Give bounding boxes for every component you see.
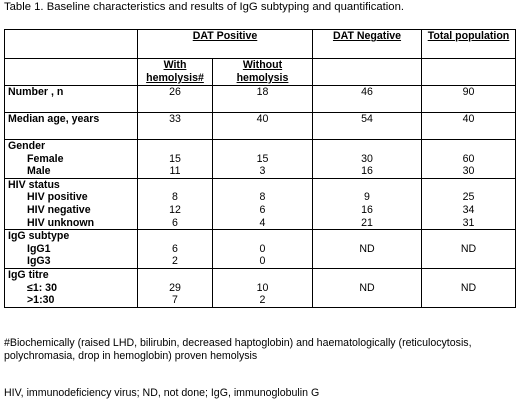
row-label-group <box>5 140 138 179</box>
value: 29 <box>169 281 181 294</box>
value: 21 <box>361 216 373 229</box>
cell-dat-negative <box>313 140 422 179</box>
footnote-hemolysis: #Biochemically (raised LHD, bilirubin, decreased haptoglobin) and haematologically (reticulocytosis, polychromasia, drop in hemoglobin) proven hemolysis <box>4 337 472 362</box>
header-without-hemolysis: Without hemolysis <box>213 59 313 86</box>
cell-total <box>422 140 516 179</box>
igg1-label: IgG1 <box>27 242 51 255</box>
value: 2 <box>259 294 266 307</box>
value: 30 <box>361 152 373 165</box>
cell-dat-negative <box>313 230 422 269</box>
cell-without-hemolysis: 40 <box>213 113 313 140</box>
value: 8 <box>259 191 266 204</box>
cell-total <box>422 178 516 229</box>
value: 8 <box>172 191 178 204</box>
cell-with-hemolysis: 33 <box>138 113 213 140</box>
hiv-unknown-label: HIV unknown <box>27 216 95 229</box>
table-row-median-age <box>5 113 516 140</box>
gender-label: Gender <box>8 140 46 152</box>
cell-without-hemolysis <box>213 230 313 269</box>
value: 15 <box>169 152 181 165</box>
cell-dat-negative: 54 <box>313 113 422 140</box>
row-label-group <box>5 230 138 269</box>
cell-without-hemolysis <box>213 268 313 307</box>
value: 4 <box>259 216 266 229</box>
value: 30 <box>462 165 475 178</box>
cell-without-hemolysis <box>213 140 313 179</box>
hiv-negative-label: HIV negative <box>27 203 91 216</box>
value: 11 <box>169 165 181 178</box>
table-row-igg-titre <box>5 268 516 307</box>
table-row-gender <box>5 140 516 179</box>
gender-male-label: Male <box>27 165 51 178</box>
value: ND <box>359 281 375 294</box>
value: 0 <box>259 242 266 255</box>
cell-dat-negative: 46 <box>313 86 422 113</box>
cell-total: 90 <box>422 86 516 113</box>
value: 6 <box>259 203 266 216</box>
value: 9 <box>364 191 370 204</box>
value: ND <box>460 242 477 255</box>
cell-with-hemolysis: 26 <box>138 86 213 113</box>
cell-with-hemolysis <box>138 178 213 229</box>
value: 16 <box>361 165 373 178</box>
titre-high-label: >1:30 <box>27 294 55 307</box>
value: 60 <box>462 152 475 165</box>
header-row-subgroups <box>5 59 516 86</box>
subheader-empty-cell <box>313 59 422 86</box>
header-empty-cell <box>5 30 138 59</box>
value: 0 <box>259 255 266 268</box>
titre-low-label: ≤1: 30 <box>27 281 57 294</box>
cell-dat-negative <box>313 178 422 229</box>
value: 3 <box>259 165 266 178</box>
row-label: Median age, years <box>5 113 138 140</box>
header-row-groups <box>5 30 516 59</box>
header-with-hemolysis-line1: With <box>163 59 187 71</box>
value: 15 <box>256 152 269 165</box>
value: ND <box>359 242 375 255</box>
value: 31 <box>462 216 475 229</box>
table-caption: Table 1. Baseline characteristics and results of IgG subtyping and quantification. <box>4 1 405 13</box>
table-row-hiv-status <box>5 178 516 229</box>
igg-subtype-label: IgG subtype <box>8 230 70 243</box>
cell-dat-negative <box>313 268 422 307</box>
header-total-population: Total population <box>422 30 516 59</box>
value: 7 <box>172 294 178 307</box>
cell-without-hemolysis <box>213 178 313 229</box>
header-dat-positive: DAT Positive <box>138 30 313 59</box>
value: 10 <box>256 281 269 294</box>
value: 6 <box>172 216 178 229</box>
value: 16 <box>361 203 373 216</box>
hiv-positive-label: HIV positive <box>27 191 88 204</box>
row-label: Number , n <box>5 86 138 113</box>
row-label-group <box>5 178 138 229</box>
igg3-label: IgG3 <box>27 255 51 268</box>
cell-with-hemolysis <box>138 230 213 269</box>
value: 2 <box>172 255 178 268</box>
cell-total <box>422 268 516 307</box>
cell-total: 40 <box>422 113 516 140</box>
baseline-characteristics-table <box>4 29 516 308</box>
table-row-number <box>5 86 516 113</box>
value: 12 <box>169 203 181 216</box>
header-with-hemolysis <box>138 59 213 86</box>
table-row-igg-subtype <box>5 230 516 269</box>
igg-titre-label: IgG titre <box>8 268 49 281</box>
hiv-status-label: HIV status <box>8 178 60 191</box>
row-label-group <box>5 268 138 307</box>
cell-without-hemolysis: 18 <box>213 86 313 113</box>
value: 25 <box>462 191 475 204</box>
subheader-empty-cell <box>5 59 138 86</box>
value: ND <box>460 281 477 294</box>
gender-female-label: Female <box>27 152 64 165</box>
header-dat-negative: DAT Negative <box>313 30 422 59</box>
cell-with-hemolysis <box>138 268 213 307</box>
cell-with-hemolysis <box>138 140 213 179</box>
subheader-empty-cell <box>422 59 516 86</box>
header-with-hemolysis-line2: hemolysis# <box>146 71 204 84</box>
cell-total <box>422 230 516 269</box>
value: 6 <box>172 242 178 255</box>
footnote-abbreviations: HIV, immunodeficiency virus; ND, not done; IgG, immunoglobulin G <box>4 387 320 399</box>
value: 34 <box>462 203 475 216</box>
